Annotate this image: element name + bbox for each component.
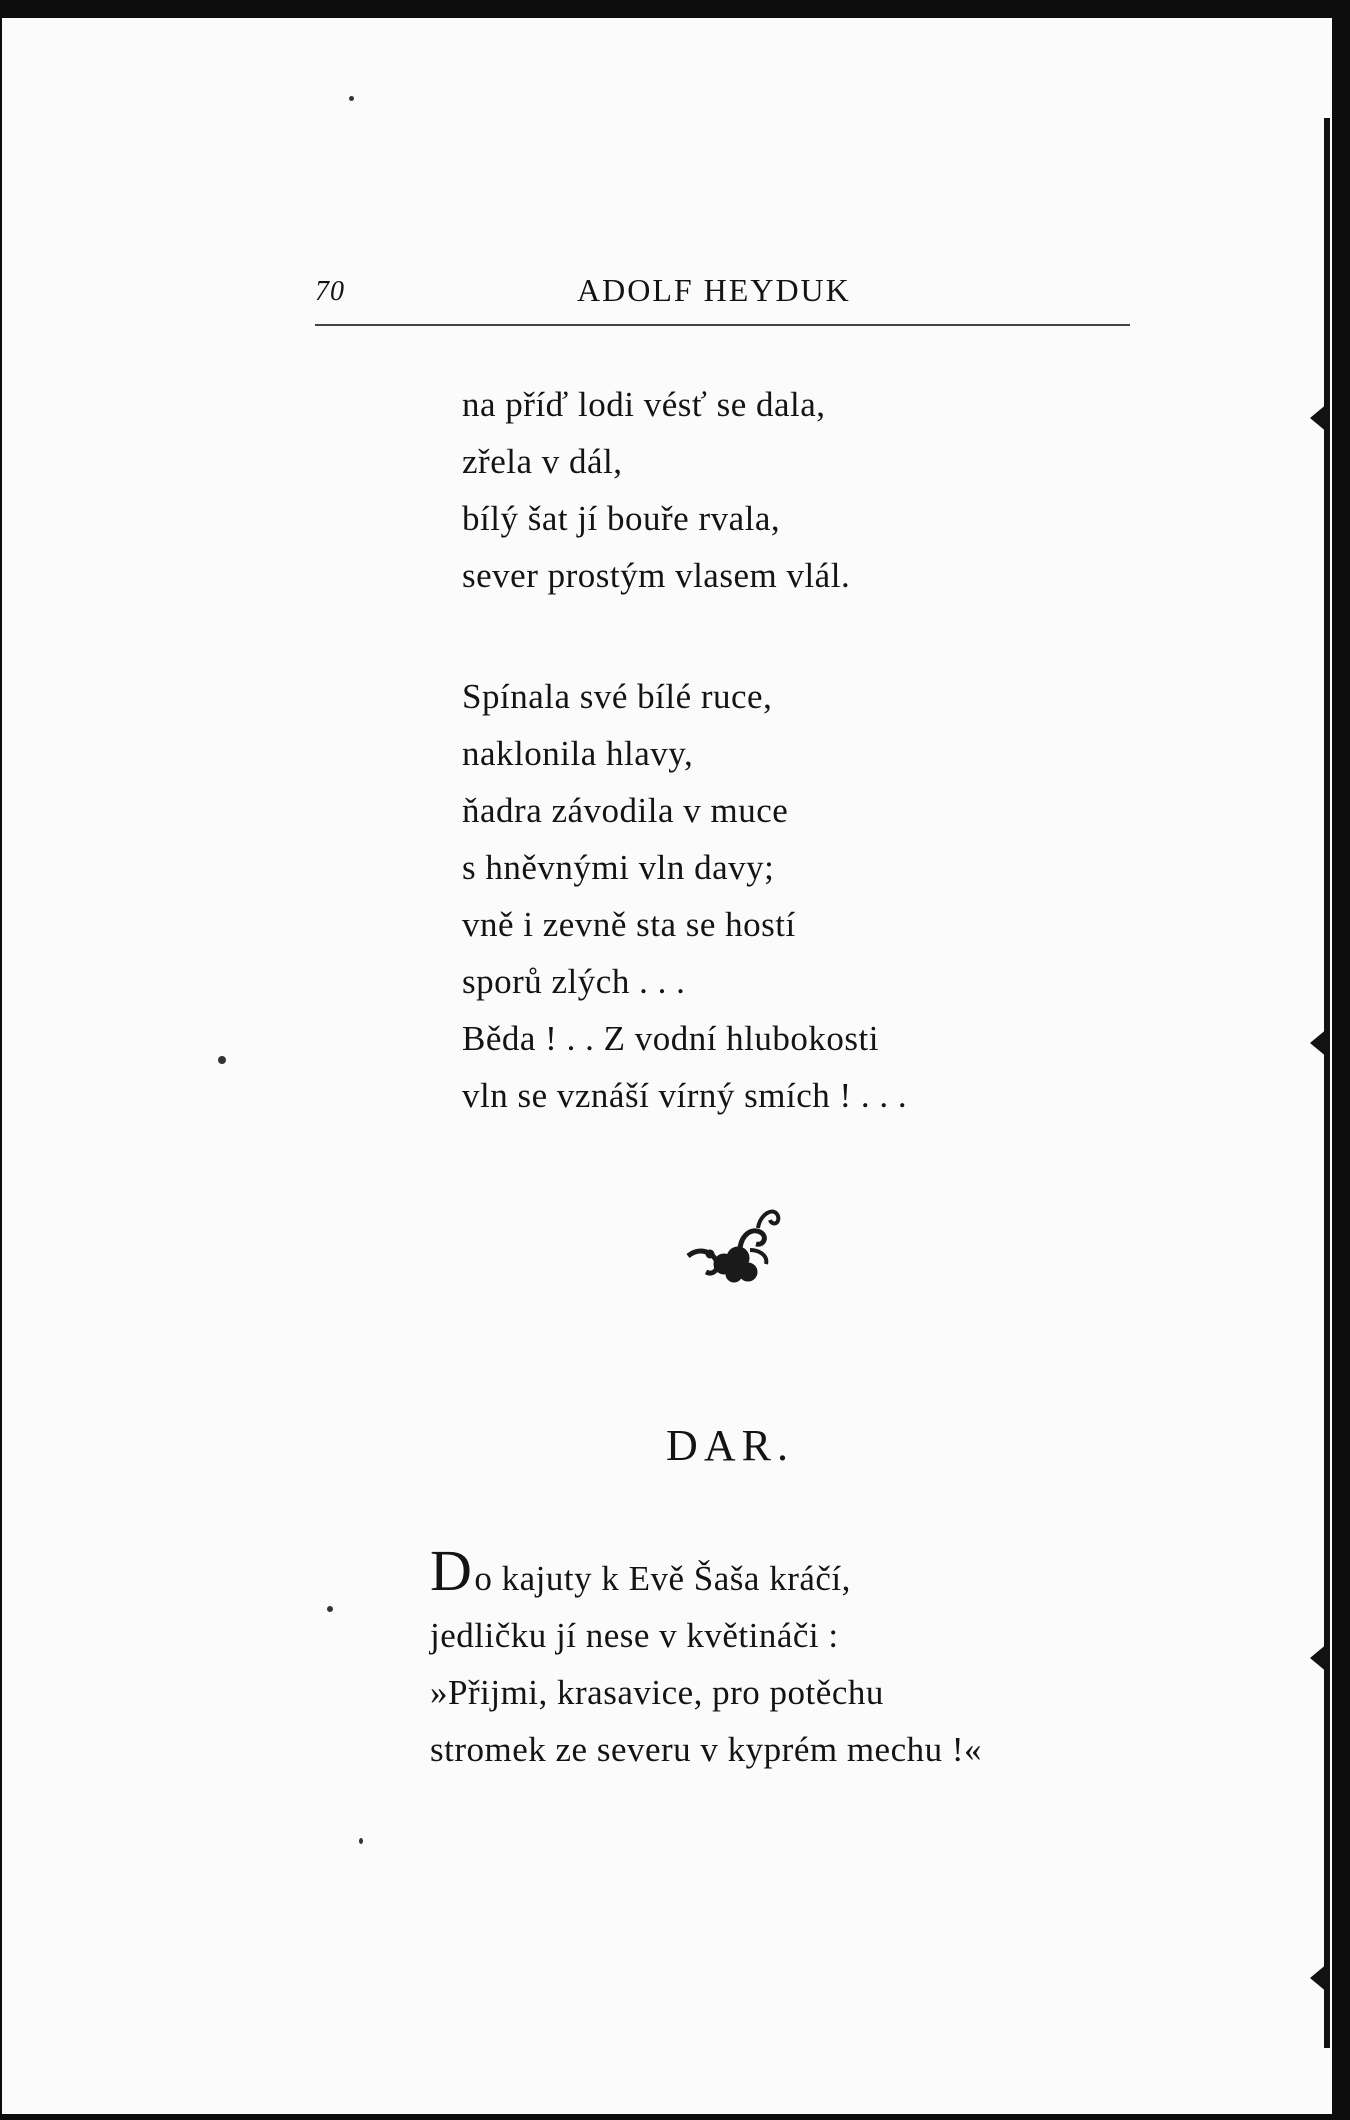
drop-cap: D — [430, 1538, 473, 1603]
binding-tab — [1310, 1643, 1328, 1673]
header-rule — [315, 324, 1130, 326]
poem-title: DAR. — [666, 1421, 794, 1470]
verse-line: Běda ! . . Z vodní hlubokosti — [462, 1019, 879, 1058]
binding-tab — [1310, 1028, 1328, 1058]
verse-line: na příď lodi vésť se dala, — [462, 385, 826, 424]
verse-line: bílý šat jí bouře rvala, — [462, 499, 781, 538]
paper-speck — [218, 1056, 226, 1064]
floral-ornament-icon — [680, 1198, 784, 1288]
binding-tab — [1310, 403, 1328, 433]
verse-line-text: o kajuty k Evě Šaša kráčí, — [474, 1559, 851, 1598]
paper-speck — [349, 96, 354, 101]
paper-speck — [327, 1606, 333, 1612]
paper-speck — [359, 1838, 363, 1844]
stanza-1 — [462, 376, 850, 604]
verse-line: ňadra závodila v muce — [462, 791, 789, 830]
running-head: ADOLF HEYDUK — [577, 272, 851, 308]
stanza-3 — [430, 1538, 983, 1778]
stanza-2 — [462, 668, 907, 1124]
verse-line: vně i zevně sta se hostí — [462, 905, 796, 944]
page-header — [315, 272, 1130, 316]
verse-line: Spínala své bílé ruce, — [462, 677, 773, 716]
binding-tab — [1310, 1963, 1328, 1993]
verse-line: s hněvnými vln davy; — [462, 848, 775, 887]
verse-line: stromek ze severu v kyprém mechu !« — [430, 1730, 983, 1769]
verse-line: jedličku jí nese v květináči : — [430, 1616, 839, 1655]
verse-line: vln se vznáší vírný smích ! . . . — [462, 1076, 908, 1115]
verse-line-first — [430, 1538, 982, 1607]
page-number: 70 — [315, 276, 345, 307]
verse-line: sever prostým vlasem vlál. — [462, 556, 851, 595]
verse-line: naklonila hlavy, — [462, 734, 694, 773]
verse-line: sporů zlých . . . — [462, 962, 686, 1001]
verse-line: »Přijmi, krasavice, pro potěchu — [430, 1673, 884, 1712]
verse-line: zřela v dál, — [462, 442, 623, 481]
